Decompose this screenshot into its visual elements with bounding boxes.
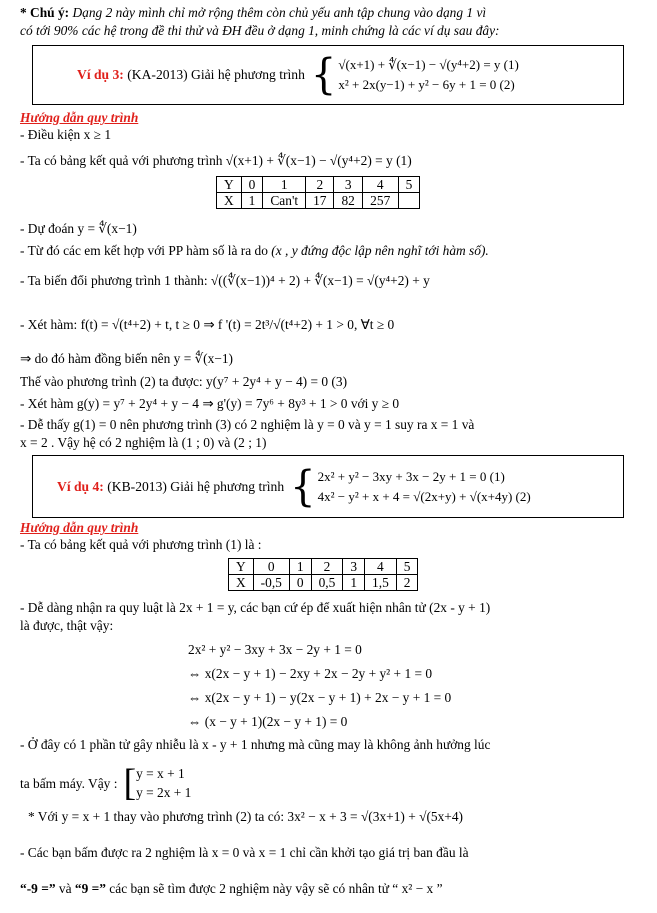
guide-1-prediction: - Dự đoán y = ∜(x−1) bbox=[20, 221, 137, 236]
note-line-1 bbox=[20, 4, 486, 21]
table-cell: 2 bbox=[396, 575, 418, 591]
table-row bbox=[217, 193, 420, 209]
table-cell: 1 bbox=[289, 559, 311, 575]
example-4-label: Ví dụ 4: bbox=[57, 478, 104, 494]
example-4-text: (KB-2013) Giải hệ phương trình bbox=[107, 478, 285, 494]
table-cell: 1 bbox=[343, 575, 365, 591]
guide-1-condition: - Điều kiện x ≥ 1 bbox=[20, 127, 112, 142]
guide-1-heading: Hướng dẫn quy trình bbox=[20, 110, 139, 125]
guide-2-substitute: * Với y = x + 1 thay vào phương trình (2) ta có: 3x² − x + 3 = √(3x+1) + √(5x+4) bbox=[28, 809, 464, 824]
guide-2-table-intro: - Ta có bảng kết quả với phương trình (1) là : bbox=[20, 537, 262, 552]
table-row bbox=[229, 559, 418, 575]
table-cell: 257 bbox=[362, 193, 398, 209]
table-cell: 2 bbox=[306, 177, 334, 193]
derivation-step-1: 2x² + y² − 3xy + 3x − 2y + 1 = 0 bbox=[188, 642, 362, 657]
guide-1-function-2: - Xét hàm g(y) = y⁷ + 2y⁴ + y − 4 ⇒ g'(y) = 7y⁶ + 8y³ + 1 > 0 với y ≥ 0 bbox=[20, 396, 400, 411]
table-cell: 17 bbox=[306, 193, 334, 209]
example-4-eq2: 4x² − y² + x + 4 = √(2x+y) + √(x+4y) (2) bbox=[317, 488, 531, 504]
table-cell: 0 bbox=[241, 177, 263, 193]
hint-text: - Từ đó các em kết hợp với PP hàm số là ra do bbox=[20, 243, 272, 258]
noise-text: ta bấm máy. Vậy : bbox=[20, 775, 118, 791]
table-cell: 1 bbox=[263, 177, 306, 193]
guide-2-noise-1: - Ở đây có 1 phần tử gây nhiễu là x - y + 1 nhưng mà cũng may là không ảnh hưởng lúc bbox=[20, 737, 491, 752]
example-3-text: (KA-2013) Giải hệ phương trình bbox=[127, 67, 305, 82]
table-cell: 3 bbox=[334, 177, 362, 193]
example-3-eq2: x² + 2x(y−1) + y² − 6y + 1 = 0 (2) bbox=[338, 77, 515, 92]
conj: và bbox=[55, 881, 75, 896]
key-minus-9: “-9 =” bbox=[20, 881, 56, 896]
table-cell: 4 bbox=[362, 177, 398, 193]
table-cell: Y bbox=[229, 559, 254, 575]
last-text: các bạn sẽ tìm được 2 nghiệm này vậy sẽ có nhân tử “ x² − x ” bbox=[105, 881, 443, 896]
example-3-title bbox=[77, 67, 305, 83]
guide-1-table bbox=[216, 176, 420, 209]
case-b: y = 2x + 1 bbox=[136, 785, 192, 800]
table-cell: 0 bbox=[253, 559, 289, 575]
brace-icon: { bbox=[290, 462, 316, 511]
table-cell: 5 bbox=[396, 559, 418, 575]
guide-2-rule-2: là được, thật vậy: bbox=[20, 618, 114, 633]
guide-1-monotone: ⇒ do đó hàm đồng biến nên y = ∜(x−1) bbox=[20, 351, 233, 366]
guide-2-last-line bbox=[20, 880, 443, 897]
table-row bbox=[229, 575, 418, 591]
guide-2-heading: Hướng dẫn quy trình bbox=[20, 520, 139, 535]
note-line-2: có tới 90% các hệ trong đề thi thử và ĐH đều ở dạng 1, minh chứng là các ví dụ sau đây: bbox=[20, 23, 500, 38]
guide-2-calc: - Các bạn bấm được ra 2 nghiệm là x = 0 và x = 1 chỉ cần khởi tạo giá trị ban đầu là bbox=[20, 845, 469, 860]
example-4-box bbox=[32, 455, 624, 518]
example-3-label: Ví dụ 3: bbox=[77, 67, 124, 82]
derivation-step-2: ⇔ x(2x − y + 1) − 2xy + 2x − 2y + y² + 1 = 0 bbox=[188, 666, 433, 681]
table-cell: 4 bbox=[365, 559, 397, 575]
guide-1-table-intro: - Ta có bảng kết quả với phương trình √(x+1) + ∜(x−1) − √(y⁴+2) = y (1) bbox=[20, 153, 412, 168]
table-cell bbox=[398, 193, 420, 209]
table-cell: 5 bbox=[398, 177, 420, 193]
table-cell: 0 bbox=[289, 575, 311, 591]
table-cell: 3 bbox=[343, 559, 365, 575]
guide-1-conclusion-1: - Dễ thấy g(1) = 0 nên phương trình (3) có 2 nghiệm là y = 0 và y = 1 suy ra x = 1 và bbox=[20, 417, 475, 432]
example-3-eq1: √(x+1) + ∜(x−1) − √(y⁴+2) = y (1) bbox=[338, 57, 519, 72]
brace-icon: { bbox=[310, 50, 337, 100]
table-cell: X bbox=[217, 193, 242, 209]
table-cell: 1 bbox=[241, 193, 263, 209]
table-cell: 0,5 bbox=[311, 575, 343, 591]
guide-1-hint bbox=[20, 242, 489, 259]
guide-1-substitute: Thế vào phương trình (2) ta được: y(y⁷ + 2y⁴ + y − 4) = 0 (3) bbox=[20, 374, 348, 389]
note-text-1: Dạng 2 này mình chỉ mở rộng thêm còn chủ yếu anh tập chung vào dạng 1 vì bbox=[72, 5, 487, 20]
table-cell: 2 bbox=[311, 559, 343, 575]
case-a: y = x + 1 bbox=[136, 766, 185, 781]
hint-italic: (x , y đứng độc lập nên nghĩ tới hàm số). bbox=[271, 243, 489, 258]
bracket-icon: [ bbox=[123, 762, 137, 804]
table-cell: Can't bbox=[263, 193, 306, 209]
derivation-step-4: ⇔ (x − y + 1)(2x − y + 1) = 0 bbox=[188, 714, 348, 729]
example-3-box bbox=[32, 45, 624, 105]
table-cell: Y bbox=[217, 177, 242, 193]
case-bracket bbox=[123, 764, 191, 802]
guide-2-rule-1: - Dễ dàng nhận ra quy luật là 2x + 1 = y, các bạn cứ ép để xuất hiện nhân tử (2x - y + 1) bbox=[20, 600, 491, 615]
example-4-title bbox=[57, 479, 284, 495]
guide-1-conclusion-2: x = 2 . Vậy hệ có 2 nghiệm là (1 ; 0) và (2 ; 1) bbox=[20, 435, 267, 450]
table-cell: X bbox=[229, 575, 254, 591]
table-row bbox=[217, 177, 420, 193]
guide-2-noise-2 bbox=[20, 764, 191, 802]
table-cell: -0,5 bbox=[253, 575, 289, 591]
guide-1-transform: - Ta biến đổi phương trình 1 thành: √((∜(x−1))⁴ + 2) + ∜(x−1) = √(y⁴+2) + y bbox=[20, 273, 430, 288]
example-3-system bbox=[310, 50, 519, 100]
note-lead: * Chú ý: bbox=[20, 5, 70, 20]
example-4-system bbox=[290, 462, 531, 511]
key-9: “9 =” bbox=[74, 881, 106, 896]
guide-1-function: - Xét hàm: f(t) = √(t⁴+2) + t, t ≥ 0 ⇒ f '(t) = 2t³/√(t⁴+2) + 1 > 0, ∀t ≥ 0 bbox=[20, 317, 395, 332]
example-4-eq1: 2x² + y² − 3xy + 3x − 2y + 1 = 0 (1) bbox=[317, 468, 505, 484]
table-cell: 82 bbox=[334, 193, 362, 209]
derivation-step-3: ⇔ x(2x − y + 1) − y(2x − y + 1) + 2x − y + 1 = 0 bbox=[188, 690, 452, 705]
guide-2-table bbox=[228, 558, 418, 591]
table-cell: 1,5 bbox=[365, 575, 397, 591]
